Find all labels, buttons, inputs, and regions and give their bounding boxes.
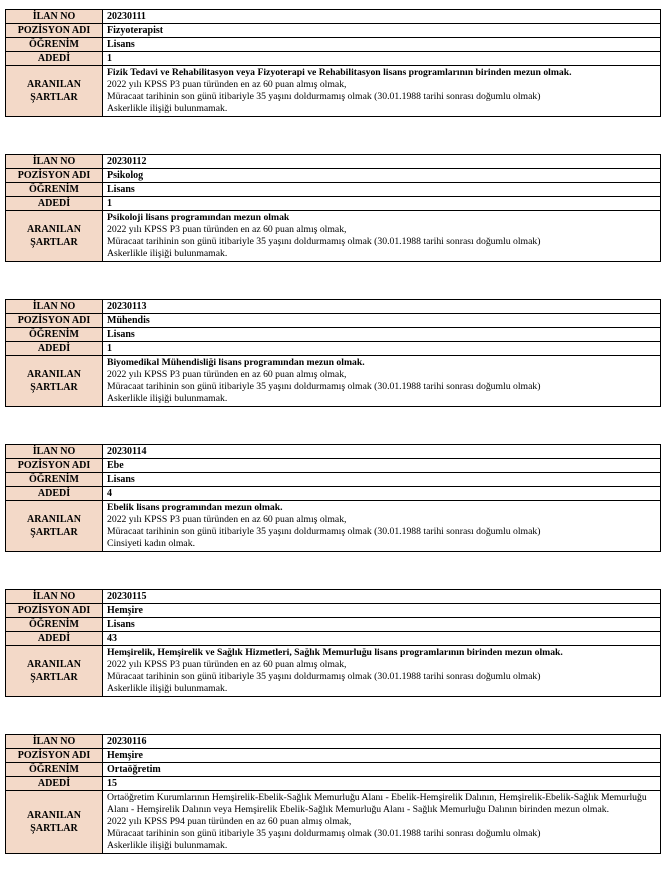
listing-20230115 [5, 589, 661, 697]
listing-table [5, 734, 661, 854]
condition-line: Fizik Tedavi ve Rehabilitasyon veya Fizyoterapi ve Rehabilitasyon lisans programlarının birinden mezun olmak. [107, 67, 572, 78]
ogrenim-label: ÖĞRENİM [6, 763, 103, 777]
adedi-label: ADEDİ [6, 777, 103, 791]
aranilan-label-line2: ŞARTLAR [30, 526, 78, 538]
adedi-value: 1 [103, 197, 661, 211]
condition-line: Biyomedikal Mühendisliği lisans programından mezun olmak. [107, 357, 365, 368]
ogrenim-label: ÖĞRENİM [6, 473, 103, 487]
aranilan-label-line2: ŞARTLAR [30, 91, 78, 103]
aranilan-sartlar-label [6, 66, 103, 117]
condition-line: Müracaat tarihinin son günü itibariyle 35 yaşını doldurmamış olmak (30.01.1988 tarihi sonrası doğumlu olmak) [107, 525, 541, 537]
listing-table [5, 9, 661, 117]
condition-line: 2022 yılı KPSS P3 puan türünden en az 60 puan almış olmak, [107, 78, 347, 90]
ogrenim-label: ÖĞRENİM [6, 38, 103, 52]
adedi-value: 4 [103, 487, 661, 501]
aranilan-label-line2: ŞARTLAR [30, 236, 78, 248]
ilan-no-value: 20230113 [103, 300, 661, 314]
condition-line: Müracaat tarihinin son günü itibariyle 35 yaşını doldurmamış olmak (30.01.1988 tarihi sonrası doğumlu olmak) [107, 380, 541, 392]
adedi-value: 43 [103, 632, 661, 646]
listing-20230112 [5, 154, 661, 262]
condition-line: 2022 yılı KPSS P3 puan türünden en az 60 puan almış olmak, [107, 658, 347, 670]
ilan-no-label: İLAN NO [6, 590, 103, 604]
listing-20230114 [5, 444, 661, 552]
condition-line: 2022 yılı KPSS P3 puan türünden en az 60 puan almış olmak, [107, 368, 347, 380]
pozisyon-value: Ebe [103, 459, 661, 473]
ilan-no-value: 20230115 [103, 590, 661, 604]
aranilan-label-line1: ARANILAN [27, 368, 81, 380]
pozisyon-value: Psikolog [103, 169, 661, 183]
adedi-value: 15 [103, 777, 661, 791]
aranilan-sartlar-label [6, 646, 103, 697]
aranilan-label-line2: ŞARTLAR [30, 381, 78, 393]
condition-line: 2022 yılı KPSS P94 puan türünden en az 60 puan almış olmak, [107, 815, 352, 827]
ogrenim-value: Lisans [103, 328, 661, 342]
ilan-no-label: İLAN NO [6, 735, 103, 749]
adedi-label: ADEDİ [6, 197, 103, 211]
listing-table [5, 299, 661, 407]
aranilan-sartlar-label [6, 501, 103, 552]
pozisyon-label: POZİSYON ADI [6, 749, 103, 763]
condition-line: Müracaat tarihinin son günü itibariyle 35 yaşını doldurmamış olmak (30.01.1988 tarihi sonrası doğumlu olmak) [107, 90, 541, 102]
listing-20230113 [5, 299, 661, 407]
pozisyon-label: POZİSYON ADI [6, 314, 103, 328]
aranilan-sartlar-label [6, 356, 103, 407]
ilan-no-value: 20230111 [103, 10, 661, 24]
ogrenim-value: Lisans [103, 183, 661, 197]
condition-line: Askerlikle ilişiği bulunmamak. [107, 247, 228, 259]
ogrenim-label: ÖĞRENİM [6, 328, 103, 342]
ogrenim-label: ÖĞRENİM [6, 618, 103, 632]
adedi-label: ADEDİ [6, 632, 103, 646]
listing-20230111 [5, 9, 661, 117]
condition-line: Psikoloji lisans programından mezun olmak [107, 212, 290, 223]
conditions-cell [103, 211, 661, 262]
ogrenim-value: Lisans [103, 618, 661, 632]
aranilan-sartlar-label [6, 211, 103, 262]
adedi-label: ADEDİ [6, 487, 103, 501]
pozisyon-label: POZİSYON ADI [6, 604, 103, 618]
condition-line: Müracaat tarihinin son günü itibariyle 35 yaşını doldurmamış olmak (30.01.1988 tarihi sonrası doğumlu olmak) [107, 670, 541, 682]
conditions-cell [103, 66, 661, 117]
adedi-value: 1 [103, 52, 661, 66]
pozisyon-label: POZİSYON ADI [6, 24, 103, 38]
conditions-cell [103, 501, 661, 552]
ilan-no-value: 20230114 [103, 445, 661, 459]
aranilan-label-line1: ARANILAN [27, 223, 81, 235]
listing-20230116 [5, 734, 661, 854]
aranilan-label-line1: ARANILAN [27, 658, 81, 670]
ogrenim-value: Lisans [103, 38, 661, 52]
aranilan-sartlar-label [6, 791, 103, 854]
condition-line: Müracaat tarihinin son günü itibariyle 35 yaşını doldurmamış olmak (30.01.1988 tarihi sonrası doğumlu olmak) [107, 827, 541, 839]
condition-line: Hemşirelik, Hemşirelik ve Sağlık Hizmetleri, Sağlık Memurluğu lisans programlarının birinden mezun olmak. [107, 647, 563, 658]
ilan-no-value: 20230116 [103, 735, 661, 749]
adedi-label: ADEDİ [6, 52, 103, 66]
listing-table [5, 444, 661, 552]
ogrenim-value: Ortaöğretim [103, 763, 661, 777]
ilan-no-label: İLAN NO [6, 10, 103, 24]
condition-line: Cinsiyeti kadın olmak. [107, 537, 195, 549]
conditions-cell [103, 646, 661, 697]
adedi-label: ADEDİ [6, 342, 103, 356]
conditions-cell [103, 356, 661, 407]
ilan-no-label: İLAN NO [6, 445, 103, 459]
listing-table [5, 154, 661, 262]
pozisyon-value: Hemşire [103, 749, 661, 763]
condition-line: 2022 yılı KPSS P3 puan türünden en az 60 puan almış olmak, [107, 513, 347, 525]
ilan-no-value: 20230112 [103, 155, 661, 169]
condition-line: Askerlikle ilişiği bulunmamak. [107, 392, 228, 404]
condition-line: Ortaöğretim Kurumlarının Hemşirelik-Ebelik-Sağlık Memurluğu Alanı - Ebelik-Hemşirelik Dalının, Hemşirelik-Ebelik-Sağlık Memurluğu Alanı - Hemşirelik Dalının veya Hemşirelik Ebelik-Sağlık Memurluğu Alanı - Sağlık Memurluğu Dalının birinden mezun olmak. [107, 792, 647, 815]
ogrenim-value: Lisans [103, 473, 661, 487]
listing-table [5, 589, 661, 697]
aranilan-label-line1: ARANILAN [27, 513, 81, 525]
aranilan-label-line1: ARANILAN [27, 78, 81, 90]
conditions-cell [103, 791, 661, 854]
aranilan-label-line2: ŞARTLAR [30, 822, 78, 834]
adedi-value: 1 [103, 342, 661, 356]
aranilan-label-line2: ŞARTLAR [30, 671, 78, 683]
condition-line: Askerlikle ilişiği bulunmamak. [107, 102, 228, 114]
pozisyon-value: Mühendis [103, 314, 661, 328]
condition-line: Askerlikle ilişiği bulunmamak. [107, 839, 228, 851]
pozisyon-value: Fizyoterapist [103, 24, 661, 38]
condition-line: Müracaat tarihinin son günü itibariyle 35 yaşını doldurmamış olmak (30.01.1988 tarihi sonrası doğumlu olmak) [107, 235, 541, 247]
condition-line: Ebelik lisans programından mezun olmak. [107, 502, 283, 513]
aranilan-label-line1: ARANILAN [27, 809, 81, 821]
pozisyon-label: POZİSYON ADI [6, 459, 103, 473]
pozisyon-label: POZİSYON ADI [6, 169, 103, 183]
ogrenim-label: ÖĞRENİM [6, 183, 103, 197]
ilan-no-label: İLAN NO [6, 300, 103, 314]
ilan-no-label: İLAN NO [6, 155, 103, 169]
pozisyon-value: Hemşire [103, 604, 661, 618]
condition-line: 2022 yılı KPSS P3 puan türünden en az 60 puan almış olmak, [107, 223, 347, 235]
condition-line: Askerlikle ilişiği bulunmamak. [107, 682, 228, 694]
